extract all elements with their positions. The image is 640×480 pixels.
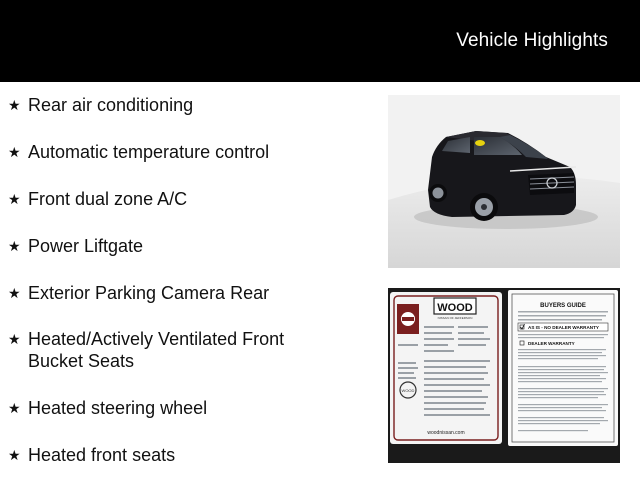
feature-item bbox=[8, 94, 338, 116]
feature-label: Heated/Actively Ventilated Front Bucket Seats bbox=[28, 329, 285, 371]
feature-item bbox=[8, 444, 338, 466]
star-icon: ★ bbox=[8, 191, 21, 207]
feature-label: Exterior Parking Camera Rear bbox=[28, 283, 270, 303]
feature-list bbox=[0, 82, 360, 480]
star-icon: ★ bbox=[8, 447, 21, 463]
feature-label: Front dual zone A/C bbox=[28, 189, 188, 209]
feature-item bbox=[8, 235, 338, 257]
window-sticker-photo[interactable] bbox=[388, 288, 620, 463]
as-is-label: AS IS - NO DEALER WARRANTY bbox=[528, 325, 599, 330]
feature-item bbox=[8, 282, 338, 304]
star-icon: ★ bbox=[8, 238, 21, 254]
svg-text:WOOD: WOOD bbox=[401, 388, 415, 393]
star-icon: ★ bbox=[8, 331, 21, 347]
vehicle-illustration bbox=[388, 95, 620, 268]
feature-label: Heated front seats bbox=[28, 445, 176, 465]
star-icon: ★ bbox=[8, 97, 21, 113]
star-icon: ★ bbox=[8, 400, 21, 416]
vehicle-photo[interactable] bbox=[388, 95, 620, 268]
dealer-warranty-label: DEALER WARRANTY bbox=[528, 341, 575, 346]
feature-label: Automatic temperature control bbox=[28, 142, 270, 162]
header-bar bbox=[0, 0, 640, 82]
sticker-logo: WOOD bbox=[437, 302, 473, 314]
feature-item bbox=[8, 188, 338, 210]
buyers-guide-title: BUYERS GUIDE bbox=[540, 303, 586, 309]
sticker-logo-subtext: NISSAN OF JEFFERSON bbox=[437, 316, 473, 320]
feature-item bbox=[8, 328, 338, 372]
window-sticker-illustration bbox=[388, 288, 620, 463]
feature-label: Heated steering wheel bbox=[28, 398, 208, 418]
sticker-website: woodnissan.com bbox=[427, 430, 465, 436]
star-icon: ★ bbox=[8, 285, 21, 301]
star-icon: ★ bbox=[8, 144, 21, 160]
feature-label: Power Liftgate bbox=[28, 236, 144, 256]
page-title: Vehicle Highlights bbox=[456, 30, 608, 51]
feature-label: Rear air conditioning bbox=[28, 95, 194, 115]
feature-item bbox=[8, 141, 338, 163]
feature-item bbox=[8, 397, 338, 419]
